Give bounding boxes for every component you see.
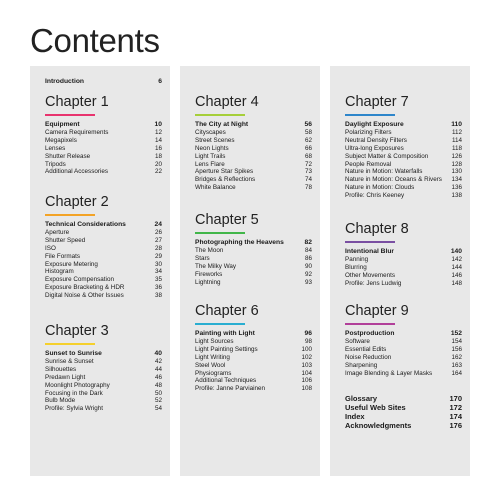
entry-label: Sunrise & Sunset [45, 357, 94, 365]
entry-label: Software [345, 337, 370, 345]
chapter-color-rule [45, 114, 95, 116]
chapter-section-title[interactable] [45, 221, 162, 229]
entry-page: 103 [301, 361, 312, 369]
entry-page: 35 [154, 276, 162, 284]
entry-page: 134 [451, 176, 462, 184]
back-matter-entry[interactable] [345, 421, 462, 430]
chapter-section-title[interactable] [195, 330, 312, 338]
entry-page: 54 [154, 405, 162, 413]
entry-page: 146 [451, 271, 462, 279]
entry-label: File Formats [45, 252, 80, 260]
toc-entry[interactable] [45, 145, 162, 153]
toc-entry[interactable] [195, 129, 312, 137]
toc-entry[interactable] [45, 253, 162, 261]
toc-entry[interactable] [195, 168, 312, 176]
entry-label: Essential Edits [345, 345, 387, 353]
entry-page: 112 [451, 128, 462, 136]
entry-label: Shutter Speed [45, 236, 86, 244]
entry-label: Megapixels [45, 136, 77, 144]
toc-entry[interactable] [45, 390, 162, 398]
chapter-title[interactable]: Chapter 1 [45, 94, 109, 110]
back-matter-entry[interactable] [345, 412, 462, 421]
entry-page: 174 [449, 412, 462, 421]
contents-column-2 [180, 66, 320, 476]
entry-page: 30 [154, 260, 162, 268]
entry-label: Additional Techniques [195, 377, 257, 385]
entry-page: 6 [158, 78, 162, 85]
chapter-color-rule [45, 343, 95, 345]
toc-entry[interactable] [45, 245, 162, 253]
entry-page: 84 [304, 246, 312, 254]
chapter-title[interactable]: Chapter 9 [345, 303, 409, 319]
entry-label: Physiograms [195, 369, 232, 377]
entry-label: Silhouettes [45, 365, 77, 373]
entry-label: Fireworks [195, 270, 223, 278]
entry-label: Lens Flare [195, 160, 225, 168]
entry-label: Glossary [345, 394, 378, 403]
toc-entry[interactable] [345, 338, 462, 346]
entry-label: Exposure Bracketing & HDR [45, 284, 125, 292]
toc-entry[interactable] [45, 229, 162, 237]
entry-label: Neon Lights [195, 144, 229, 152]
toc-entry[interactable] [45, 292, 162, 300]
entry-label: Additional Accessories [45, 168, 109, 176]
entry-page: 78 [304, 184, 312, 192]
entry-label: Cityscapes [195, 128, 226, 136]
entry-label: White Balance [195, 184, 236, 192]
entry-page: 38 [154, 292, 162, 300]
entry-page: 12 [154, 128, 162, 136]
entry-page: 100 [301, 345, 312, 353]
toc-entry[interactable] [345, 145, 462, 153]
toc-entry[interactable] [45, 382, 162, 390]
entry-label: Ultra-long Exposures [345, 144, 404, 152]
toc-entry[interactable] [45, 161, 162, 169]
entry-page: 52 [154, 397, 162, 405]
entry-label: Bridges & Reflections [195, 176, 256, 184]
entry-label: Index [345, 412, 365, 421]
toc-entry[interactable] [45, 237, 162, 245]
toc-entry[interactable] [345, 280, 462, 288]
entry-label: Neutral Density Filters [345, 136, 407, 144]
chapter-block [45, 94, 162, 176]
entry-label: Profile: Chris Keeney [345, 192, 405, 200]
entry-page: 96 [304, 330, 312, 337]
toc-entry[interactable] [345, 153, 462, 161]
entry-page: 34 [154, 268, 162, 276]
entry-page: 56 [304, 121, 312, 128]
toc-entry[interactable] [345, 362, 462, 370]
contents-column-3 [330, 66, 470, 476]
chapter-block [345, 221, 462, 288]
toc-entry[interactable] [195, 279, 312, 287]
toc-entry[interactable] [195, 263, 312, 271]
chapter-section-title[interactable] [45, 350, 162, 358]
entry-label: Introduction [45, 78, 85, 85]
toc-entry[interactable] [45, 366, 162, 374]
entry-label: Image Blending & Layer Masks [345, 369, 433, 377]
contents-column-1 [30, 66, 170, 476]
entry-label: Other Movements [345, 271, 396, 279]
entry-page: 162 [451, 353, 462, 361]
toc-entry[interactable] [195, 247, 312, 255]
toc-entry[interactable] [195, 377, 312, 385]
toc-entry[interactable] [45, 405, 162, 413]
entry-label: Equipment [45, 121, 80, 128]
chapter-entry-list [195, 121, 312, 192]
entry-label: The Milky Way [195, 262, 237, 270]
entry-label: Photographing the Heavens [195, 239, 284, 246]
entry-label: Predawn Light [45, 373, 86, 381]
toc-entry[interactable] [345, 272, 462, 280]
entry-page: 16 [154, 144, 162, 152]
toc-entry[interactable] [195, 370, 312, 378]
entry-page: 68 [304, 152, 312, 160]
entry-label: Aperture [45, 228, 70, 236]
chapter-color-rule [195, 114, 245, 116]
entry-page: 152 [450, 330, 462, 337]
entry-label: Light Trails [195, 152, 226, 160]
entry-label: Bulb Mode [45, 397, 76, 405]
entry-label: Blurring [345, 263, 367, 271]
toc-entry[interactable] [45, 261, 162, 269]
entry-label: Lightning [195, 278, 221, 286]
entry-label: Street Scenes [195, 136, 235, 144]
entry-label: Polarizing Filters [345, 128, 392, 136]
entry-page: 114 [451, 136, 462, 144]
toc-entry[interactable] [195, 346, 312, 354]
entry-page: 176 [449, 421, 462, 430]
entry-page: 62 [304, 136, 312, 144]
entry-label: Exposure Metering [45, 260, 98, 268]
back-matter-entry[interactable] [345, 394, 462, 403]
entry-page: 26 [154, 228, 162, 236]
toc-entry[interactable] [195, 145, 312, 153]
entry-page: 66 [304, 144, 312, 152]
entry-label: Profile: Sylvia Wright [45, 405, 103, 413]
chapter-title[interactable]: Chapter 8 [345, 221, 409, 237]
entry-page: 144 [451, 263, 462, 271]
toc-entry[interactable] [345, 176, 462, 184]
entry-page: 74 [304, 176, 312, 184]
chapter-color-rule [345, 323, 395, 325]
toc-entry[interactable] [345, 137, 462, 145]
toc-entry[interactable] [45, 284, 162, 292]
chapter-entry-list [195, 330, 312, 393]
entry-label: Digital Noise & Other Issues [45, 292, 124, 300]
chapter-color-rule [345, 241, 395, 243]
entry-label: Focusing in the Dark [45, 389, 103, 397]
chapter-color-rule [345, 114, 395, 116]
entry-page: 142 [451, 255, 462, 263]
entry-label: Noise Reduction [345, 353, 392, 361]
chapter-entry-list [345, 121, 462, 200]
toc-entry[interactable] [345, 346, 462, 354]
entry-page: 126 [451, 152, 462, 160]
toc-entry[interactable] [45, 137, 162, 145]
back-matter-list [345, 394, 462, 430]
entry-label: Histogram [45, 268, 74, 276]
entry-label: The Moon [195, 246, 224, 254]
chapter-entry-list [45, 221, 162, 300]
entry-page: 10 [154, 121, 162, 128]
chapter-section-title[interactable] [195, 239, 312, 247]
entry-page: 156 [451, 345, 462, 353]
entry-label: Subject Matter & Composition [345, 152, 429, 160]
toc-entry[interactable] [345, 184, 462, 192]
toc-entry[interactable] [195, 161, 312, 169]
chapter-block [195, 94, 312, 192]
entry-label: Technical Considerations [45, 221, 126, 228]
chapter-title[interactable]: Chapter 6 [195, 303, 259, 319]
entry-page: 40 [154, 350, 162, 357]
entry-page: 98 [304, 337, 312, 345]
intro-entry[interactable] [45, 78, 162, 86]
entry-page: 154 [451, 337, 462, 345]
toc-entry[interactable] [345, 192, 462, 200]
entry-page: 46 [154, 373, 162, 381]
entry-page: 82 [304, 239, 312, 246]
toc-entry[interactable] [45, 358, 162, 366]
toc-entry[interactable] [195, 184, 312, 192]
toc-entry[interactable] [195, 354, 312, 362]
chapter-section-title[interactable] [345, 330, 462, 338]
toc-entry[interactable] [195, 137, 312, 145]
entry-page: 130 [451, 168, 462, 176]
chapter-block [45, 194, 162, 300]
entry-page: 27 [154, 236, 162, 244]
toc-entry[interactable] [345, 370, 462, 378]
chapter-block [45, 323, 162, 413]
toc-entry[interactable] [345, 168, 462, 176]
chapter-section-title[interactable] [345, 121, 462, 129]
entry-label: Light Sources [195, 337, 234, 345]
toc-entry[interactable] [195, 362, 312, 370]
entry-label: Tripods [45, 160, 66, 168]
entry-page: 110 [451, 121, 462, 128]
toc-entry[interactable] [345, 264, 462, 272]
entry-label: Acknowledgments [345, 421, 412, 430]
chapter-block [195, 303, 312, 393]
entry-label: The City at Night [195, 121, 249, 128]
chapter-entry-list [45, 350, 162, 413]
entry-label: Useful Web Sites [345, 403, 406, 412]
entry-label: Stars [195, 254, 210, 262]
chapter-color-rule [45, 214, 95, 216]
entry-page: 20 [154, 160, 162, 168]
entry-label: Steel Wool [195, 361, 226, 369]
chapter-title[interactable]: Chapter 3 [45, 323, 109, 339]
toc-entry[interactable] [45, 129, 162, 137]
entry-page: 138 [451, 192, 462, 200]
chapter-title[interactable]: Chapter 5 [195, 212, 259, 228]
toc-entry[interactable] [345, 354, 462, 362]
chapter-block [345, 94, 462, 200]
entry-label: Light Painting Settings [195, 345, 258, 353]
entry-label: Lenses [45, 144, 66, 152]
entry-page: 50 [154, 389, 162, 397]
entry-label: Intentional Blur [345, 248, 395, 255]
toc-entry[interactable] [45, 268, 162, 276]
toc-entry[interactable] [45, 374, 162, 382]
entry-page: 104 [301, 369, 312, 377]
entry-page: 140 [450, 248, 462, 255]
entry-page: 18 [154, 152, 162, 160]
entry-label: Profile: Janne Parviainen [195, 385, 266, 393]
entry-label: Nature in Motion: Clouds [345, 184, 415, 192]
chapter-title[interactable]: Chapter 2 [45, 194, 109, 210]
entry-page: 22 [154, 168, 162, 176]
chapter-section-title[interactable] [195, 121, 312, 129]
chapter-section-title[interactable] [345, 248, 462, 256]
page-title: Contents [30, 22, 160, 59]
entry-page: 73 [304, 168, 312, 176]
entry-label: Nature in Motion: Waterfalls [345, 168, 423, 176]
entry-page: 93 [304, 278, 312, 286]
toc-entry[interactable] [195, 176, 312, 184]
entry-label: Postproduction [345, 330, 395, 337]
toc-entry[interactable] [45, 276, 162, 284]
entry-page: 44 [154, 365, 162, 373]
toc-entry[interactable] [195, 271, 312, 279]
entry-page: 136 [451, 184, 462, 192]
entry-page: 29 [154, 252, 162, 260]
entry-page: 48 [154, 381, 162, 389]
chapter-block [195, 212, 312, 286]
toc-entry[interactable] [45, 168, 162, 176]
toc-entry[interactable] [345, 129, 462, 137]
entry-page: 42 [154, 357, 162, 365]
entry-label: Sunset to Sunrise [45, 350, 102, 357]
entry-label: Shutter Release [45, 152, 91, 160]
entry-label: Aperture Star Spikes [195, 168, 254, 176]
chapter-title[interactable]: Chapter 7 [345, 94, 409, 110]
entry-label: ISO [45, 244, 56, 252]
entry-page: 172 [449, 403, 462, 412]
back-matter-entry[interactable] [345, 403, 462, 412]
entry-page: 108 [301, 385, 312, 393]
chapter-color-rule [195, 323, 245, 325]
entry-label: Nature in Motion: Oceans & Rivers [345, 176, 442, 184]
entry-label: Light Writing [195, 353, 230, 361]
toc-entry[interactable] [345, 161, 462, 169]
entry-page: 14 [154, 136, 162, 144]
toc-entry[interactable] [195, 255, 312, 263]
entry-page: 118 [451, 144, 462, 152]
entry-page: 148 [451, 279, 462, 287]
entry-page: 92 [304, 270, 312, 278]
entry-page: 86 [304, 254, 312, 262]
entry-page: 163 [451, 361, 462, 369]
entry-page: 28 [154, 244, 162, 252]
toc-entry[interactable] [45, 153, 162, 161]
entry-label: Profile: Jens Ludwig [345, 279, 402, 287]
entry-page: 58 [304, 128, 312, 136]
entry-label: People Removal [345, 160, 392, 168]
entry-label: Sharpening [345, 361, 378, 369]
entry-page: 164 [451, 369, 462, 377]
entry-page: 24 [154, 221, 162, 228]
entry-page: 72 [304, 160, 312, 168]
entry-page: 90 [304, 262, 312, 270]
entry-label: Camera Requirements [45, 128, 109, 136]
chapter-title[interactable]: Chapter 4 [195, 94, 259, 110]
entry-label: Daylight Exposure [345, 121, 404, 128]
chapter-entry-list [345, 248, 462, 288]
entry-page: 170 [449, 394, 462, 403]
entry-label: Moonlight Photography [45, 381, 110, 389]
chapter-section-title[interactable] [45, 121, 162, 129]
entry-page: 102 [301, 353, 312, 361]
entry-page: 106 [301, 377, 312, 385]
chapter-block [345, 303, 462, 377]
chapter-color-rule [195, 232, 245, 234]
entry-label: Panning [345, 255, 369, 263]
entry-page: 128 [451, 160, 462, 168]
entry-page: 36 [154, 284, 162, 292]
toc-entry[interactable] [45, 397, 162, 405]
toc-entry[interactable] [195, 385, 312, 393]
toc-entry[interactable] [195, 338, 312, 346]
chapter-entry-list [45, 121, 162, 176]
entry-label: Painting with Light [195, 330, 255, 337]
toc-entry[interactable] [345, 256, 462, 264]
chapter-entry-list [345, 330, 462, 377]
chapter-entry-list [195, 239, 312, 286]
entry-label: Exposure Compensation [45, 276, 114, 284]
toc-entry[interactable] [195, 153, 312, 161]
